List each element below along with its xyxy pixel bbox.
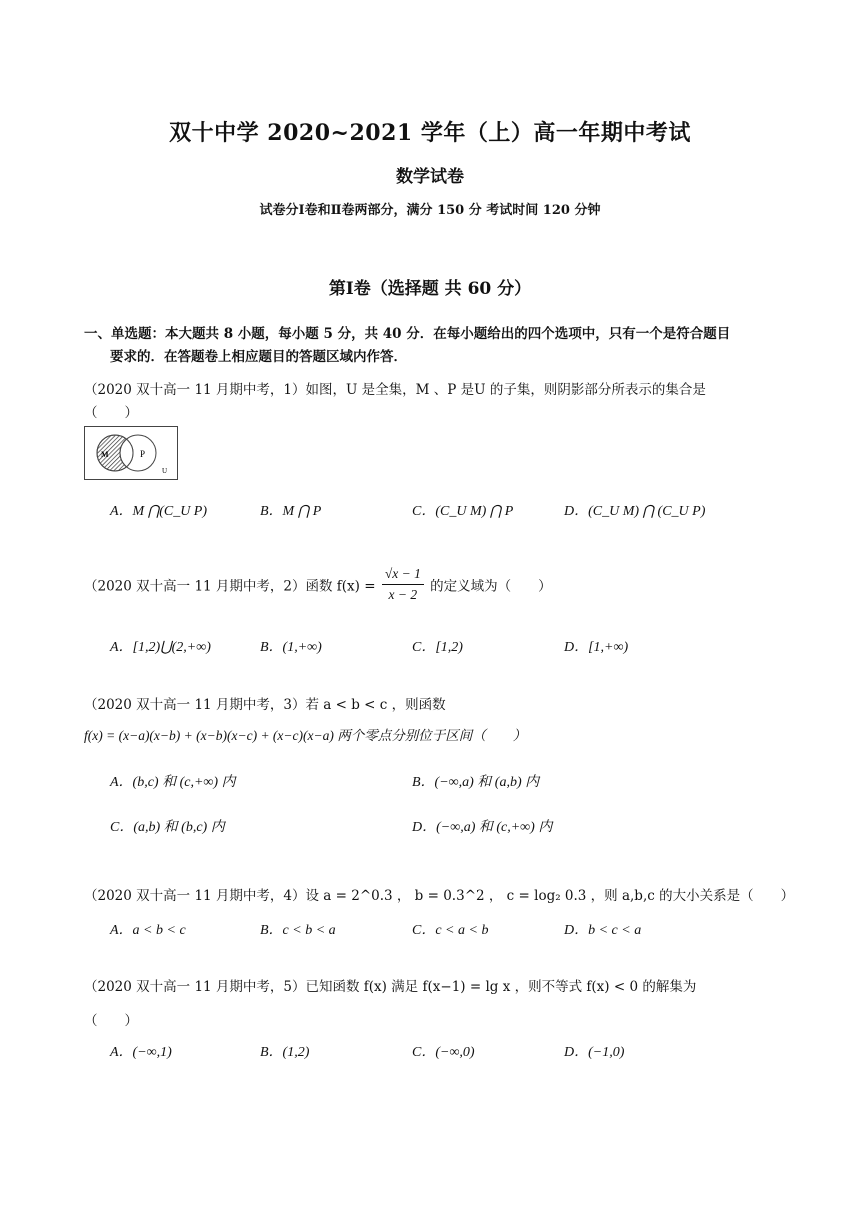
question-5-option-a[interactable]: A．(−∞,1)	[110, 1045, 172, 1060]
venn-label-p: P	[140, 449, 146, 459]
question-2-stem-prefix: （2020 双十高一 11 月期中考，2）函数 f(x) =	[84, 578, 376, 595]
exam-title: 双十中学 2020~2021 学年（上）高一年期中考试	[169, 120, 691, 146]
question-1-option-a[interactable]: A．M ⋂(C_U P)	[110, 504, 208, 519]
exam-meta: 试卷分Ⅰ卷和Ⅱ卷两部分，满分 150 分 考试时间 120 分钟	[259, 203, 601, 218]
question-2-option-a[interactable]: A．[1,2)⋃(2,+∞)	[110, 640, 211, 655]
question-3-stem: （2020 双十高一 11 月期中考，3）若 a < b < c ，则函数	[84, 697, 446, 713]
question-5-option-d[interactable]: D．(−1,0)	[564, 1045, 625, 1060]
question-5-stem: （2020 双十高一 11 月期中考，5）已知函数 f(x) 满足 f(x−1) = lg x ，则不等式 f(x) < 0 的解集为	[84, 979, 697, 995]
fraction-numerator: √x − 1	[382, 566, 424, 585]
question-1-stem: （2020 双十高一 11 月期中考，1）如图，U 是全集，M 、P 是U 的子集，则阴影部分所表示的集合是	[84, 382, 706, 398]
question-1-option-b[interactable]: B．M ⋂ P	[260, 504, 322, 519]
question-4-stem: （2020 双十高一 11 月期中考，4）设 a = 2^0.3 ， b = 0.3^2 ， c = log₂ 0.3 ，则 a,b,c 的大小关系是（ ）	[84, 888, 795, 904]
section-heading-line1: 一、单选题：本大题共 8 小题，每小题 5 分，共 40 分．在每小题给出的四个选项中，只有一个是符合题目	[84, 326, 731, 342]
part-title: 第Ⅰ卷（选择题 共 60 分）	[328, 279, 532, 299]
question-5-option-c[interactable]: C．(−∞,0)	[412, 1045, 475, 1060]
question-4-option-a[interactable]: A．a < b < c	[110, 923, 186, 938]
domain-fraction	[382, 566, 424, 603]
question-3-option-b[interactable]: B．(−∞,a) 和 (a,b) 内	[412, 775, 540, 790]
fraction-denominator: x − 2	[388, 587, 418, 602]
question-3-stem-cont: f(x) = (x−a)(x−b) + (x−b)(x−c) + (x−c)(x−a) 两个零点分别位于区间（ ）	[84, 728, 527, 743]
venn-label-m: M	[101, 450, 109, 459]
question-3-option-c[interactable]: C．(a,b) 和 (b,c) 内	[110, 820, 225, 835]
question-4-option-d[interactable]: D．b < c < a	[564, 923, 642, 938]
question-3-option-d[interactable]: D．(−∞,a) 和 (c,+∞) 内	[412, 820, 553, 835]
question-5-option-b[interactable]: B．(1,2)	[260, 1045, 310, 1060]
question-2-option-b[interactable]: B．(1,+∞)	[260, 640, 322, 655]
question-4-option-b[interactable]: B．c < b < a	[260, 923, 336, 938]
question-1-stem-cont: （ ）	[84, 405, 138, 421]
question-2-stem	[84, 566, 552, 603]
question-3-option-a[interactable]: A．(b,c) 和 (c,+∞) 内	[110, 775, 236, 790]
question-5-stem-cont: （ ）	[84, 1013, 138, 1029]
venn-label-u: U	[162, 467, 168, 475]
question-2-stem-suffix: 的定义域为（ ）	[430, 578, 552, 595]
venn-diagram	[84, 426, 178, 480]
section-heading-line2: 要求的．在答题卷上相应题目的答题区域内作答．	[110, 349, 407, 365]
exam-subtitle: 数学试卷	[396, 167, 464, 187]
question-1-option-c[interactable]: C．(C_U M) ⋂ P	[412, 504, 514, 519]
question-4-option-c[interactable]: C．c < a < b	[412, 923, 489, 938]
question-1-option-d[interactable]: D．(C_U M) ⋂ (C_U P)	[564, 504, 706, 519]
question-2-option-d[interactable]: D．[1,+∞)	[564, 640, 629, 655]
question-2-option-c[interactable]: C．[1,2)	[412, 640, 463, 655]
